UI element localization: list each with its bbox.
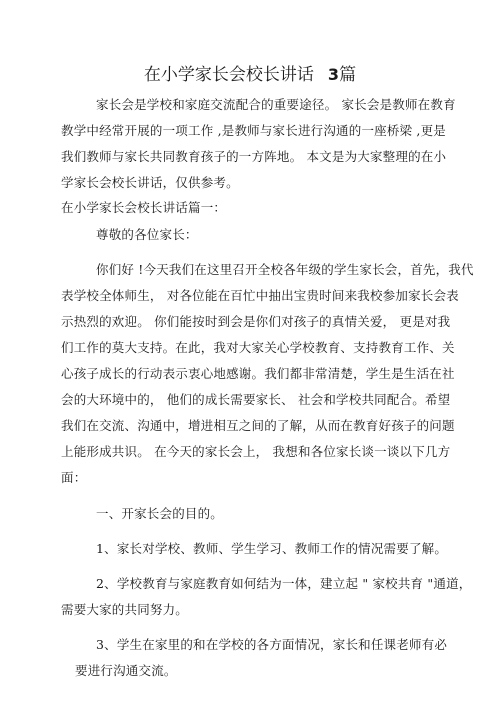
title-main: 在小学家长会校长讲话 (143, 65, 314, 85)
intro-line-4: 学家长会校长讲话，仅供参考。 (61, 175, 239, 190)
body-line-7: 我们在交流、沟通中，增进相互之间的了解，从而在教育好孩子的问题 (61, 418, 455, 433)
body-line-9: 面： (61, 470, 87, 485)
body-line-4: 们工作的莫大支持。在此，我对大家关心学校教育、支持教育工作、关 (61, 340, 455, 355)
item-1: 1、家长对学校、教师、学生学习、教师工作的情况需要了解。 (96, 541, 448, 556)
body-line-6: 会的大环境中的， 他们的成长需要家长、 社会和学校共同配合。希望 (61, 392, 451, 407)
item-2-line-1: 2、学校教育与家庭教育如何结为一体，建立起 " 家校共育 "通道， (96, 576, 472, 591)
intro-line-3: 我们教师与家长共同教育孩子的一方阵地。 本文是为大家整理的在小 (61, 149, 447, 164)
body-line-2: 表学校全体师生， 对各位能在百忙中抽出宝贵时间来我校参加家长会表 (61, 288, 459, 303)
body-line-1: 你们好 !今天我们在这里召开全校各年级的学生家长会，首先，我代 (96, 262, 474, 277)
body-line-3: 示热烈的欢迎。 你们能按时到会是你们对孩子的真情关爱， 更是对我 (61, 314, 451, 329)
salutation: 尊敬的各位家长： (96, 227, 198, 242)
body-line-5: 心孩子成长的行动表示衷心地感谢。我们都非常清楚，学生是生活在社 (61, 366, 455, 381)
intro-line-1: 家长会是学校和家庭交流配合的重要途径。 家长会是教师在教育 (96, 97, 456, 112)
title-count: 3 (327, 65, 340, 84)
point-heading: 一、开家长会的目的。 (96, 506, 224, 521)
item-2-line-2: 需要大家的共同努力。 (61, 602, 189, 617)
body-line-8: 上能形成共识。 在今天的家长会上， 我想和各位家长谈一谈以下几方 (61, 444, 451, 459)
title-suffix: 篇 (339, 65, 357, 85)
document-title (0, 64, 500, 86)
item-3-line-2: 要进行沟通交流。 (75, 663, 177, 678)
section-heading: 在小学家长会校长讲话篇一： (61, 200, 227, 215)
intro-line-2: 教学中经常开展的一项工作 ,是教师与家长进行沟通的一座桥梁 ,更是 (61, 123, 446, 138)
item-3-line-1: 3、学生在家里的和在学校的各方面情况，家长和任课老师有必 (96, 637, 448, 652)
